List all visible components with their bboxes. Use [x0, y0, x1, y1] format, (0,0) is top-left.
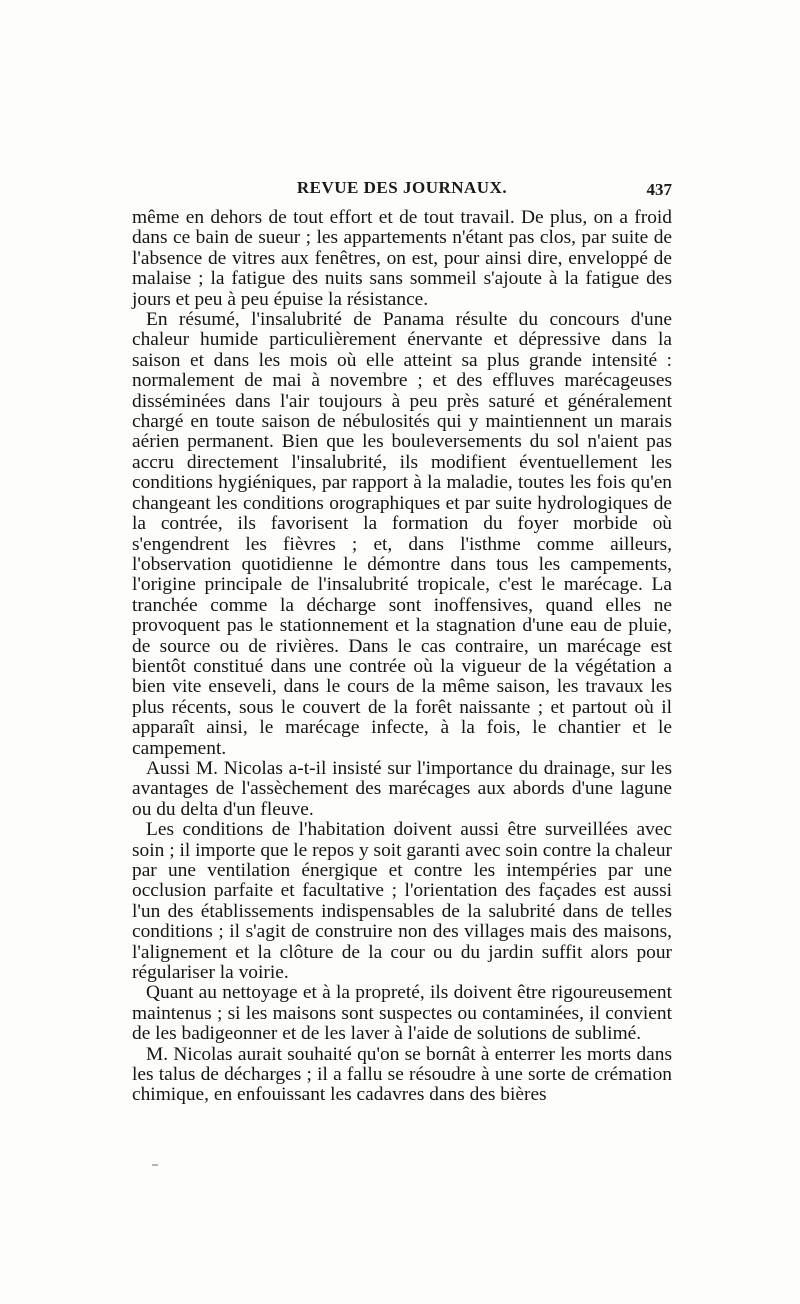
paragraph: Aussi M. Nicolas a-t-il insisté sur l'importance du drainage, sur les avantages de l'assèchement des marécages aux abords d'une lagune ou du delta d'un fleuve.: [132, 757, 672, 820]
paragraph: M. Nicolas aurait souhaité qu'on se bornât à enterrer les morts dans les talus de décharges ; il a fallu se résoudre à une sorte de crémation chimique, en enfouissant les cadavres dans des bières: [132, 1043, 672, 1106]
body-text: [132, 208, 672, 1106]
paragraph: En résumé, l'insalubrité de Panama résulte du concours d'une chaleur humide particulièrement énervante et dépressive dans la saison et dans les mois où elle atteint sa plus grande intensité : normalement de mai à novembre ; et des effluves marécageuses disséminées dans l'air toujours à peu près saturé et généralement chargé en toute saison de nébulosités qui y maintiennent un marais aérien permanent. Bien que les bouleversements du sol n'aient pas accru directement l'insalubrité, ils modifient éventuellement les conditions hygiéniques, par rapport à la maladie, toutes les fois qu'en changeant les conditions orographiques et par suite hydrologiques de la contrée, ils favorisent la formation du foyer morbide où s'engendrent les fièvres ; et, dans l'isthme comme ailleurs, l'observation quotidienne le démontre dans tous les campements, l'origine principale de l'insalubrité tropicale, c'est le marécage. La tranchée comme la décharge sont inoffensives, quand elles ne provoquent pas le stationnement et la stagnation d'une eau de pluie, de source ou de rivières. Dans le cas contraire, un marécage est bientôt constitué dans une contrée où la vigueur de la végétation a bien vite enseveli, dans le cours de la même saison, les travaux les plus récents, sous le couvert de la forêt naissante ; et partout où il apparaît ainsi, le marécage infecte, à la fois, le chantier et le campement.: [132, 309, 672, 759]
running-head: REVUE DES JOURNAUX.: [296, 178, 508, 197]
paragraph: même en dehors de tout effort et de tout travail. De plus, on a froid dans ce bain de sueur ; les appartements n'étant pas clos, par suite de l'absence de vitres aux fenêtres, on est, pour ainsi dire, enveloppé de malaise ; la fatigue des nuits sans sommeil s'ajoute à la fatigue des jours et peu à peu épuise la résistance.: [132, 207, 672, 310]
page-number: 437: [646, 180, 672, 199]
page-header: [132, 178, 672, 204]
paragraph: Les conditions de l'habitation doivent aussi être surveillées avec soin ; il importe que le repos y soit garanti avec soin contre la chaleur par une ventilation énergique et contre les intempéries par une occlusion parfaite et facultative ; l'orientation des façades est aussi l'un des établissements indispensables de la salubrité dans de telles conditions ; il s'agit de construire non des villages mais des maisons, l'alignement et la clôture de la cour ou du jardin suffit alors pour régulariser la voirie.: [132, 819, 672, 984]
paragraph: Quant au nettoyage et à la propreté, ils doivent être rigoureusement maintenus ; si les maisons sont suspectes ou contaminées, il convient de les badigeonner et de les laver à l'aide de solutions de sublimé.: [132, 982, 672, 1045]
scan-speck: [152, 1164, 158, 1166]
